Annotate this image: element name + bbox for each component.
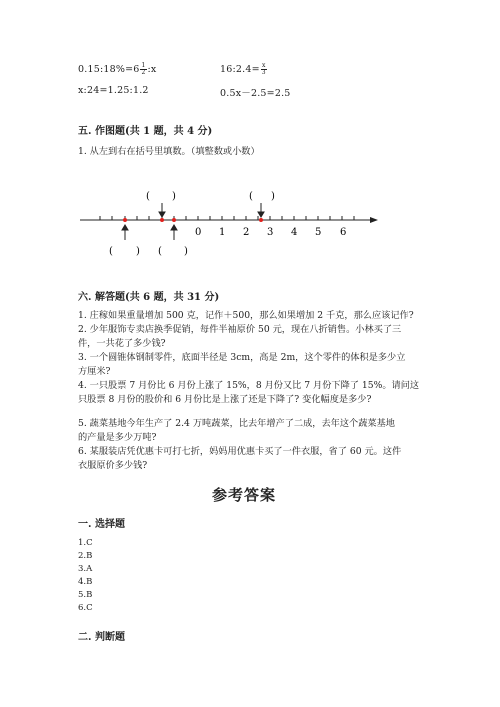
- judge-heading: 二. 判断题: [78, 632, 125, 643]
- red-point: [160, 218, 164, 222]
- bracket-top-2-left: (: [249, 191, 253, 202]
- section-6-line-10: 6. 某服装店凭优惠卡可打七折，妈妈用优惠卡买了一件衣服，省了 60 元。这件: [78, 446, 402, 457]
- bracket-bottom-2-right: ): [184, 246, 188, 257]
- section-6-line-11: 衣服原价多少钱?: [78, 460, 148, 471]
- tick-label-3: 3: [267, 227, 274, 238]
- section-6-line-5: 方厘米?: [78, 366, 111, 377]
- choice-answer-1: 1.C: [78, 538, 93, 548]
- tick-label-2: 2: [243, 227, 250, 238]
- bracket-bottom-1-right: ): [136, 246, 140, 257]
- choice-answer-2: 2.B: [78, 551, 93, 561]
- bracket-top-1-right: ): [172, 191, 176, 202]
- tick-label-6: 6: [340, 227, 347, 238]
- tick-label-0: 0: [195, 227, 202, 238]
- tick-label-5: 5: [315, 227, 322, 238]
- choice-answer-6: 6.C: [78, 603, 93, 613]
- equation-4: 0.5x－2.5=2.5: [220, 88, 291, 99]
- fraction-denominator: 2: [141, 69, 146, 76]
- answers-title: 参考答案: [212, 486, 277, 504]
- bracket-top-1-left: (: [146, 191, 150, 202]
- section-5-question: 1. 从左到右在括号里填数。（填整数或小数）: [78, 146, 260, 157]
- choice-answer-5: 5.B: [78, 590, 93, 600]
- tick-label-1: 1: [219, 227, 226, 238]
- section-6-line-3: 件，一共花了多少钱?: [78, 338, 166, 349]
- fraction-numerator: 1: [141, 62, 146, 69]
- red-point: [259, 218, 263, 222]
- section-6-line-2: 2. 少年服饰专卖店换季促销，每件半袖原价 50 元，现在八折销售。小林买了三: [78, 324, 402, 335]
- equation-1-prefix: 0.15:18%=6: [78, 64, 140, 75]
- choice-heading: 一. 选择题: [78, 519, 125, 530]
- equation-2-prefix: 16:2.4=: [220, 64, 260, 75]
- number-line-figure: [0, 0, 500, 300]
- choice-answer-4: 4.B: [78, 577, 93, 587]
- tick-label-4: 4: [291, 227, 298, 238]
- section-6-line-8: 5. 蔬菜基地今年生产了 2.4 万吨蔬菜，比去年增产了二成，去年这个蔬菜基地: [78, 418, 395, 429]
- bracket-bottom-2-left: (: [158, 246, 162, 257]
- section-5-heading: 五. 作图题(共 1 题，共 4 分): [78, 126, 213, 137]
- section-6-line-4: 3. 一个圆锥体钢制零件，底面半径是 3cm，高是 2m，这个零件的体积是多少立: [78, 352, 406, 363]
- axis-arrow-icon: [370, 217, 378, 223]
- section-6-line-1: 1. 庄稼如果重量增加 500 克，记作＋500，那么如果增加 2 千克，那么应该记作?: [78, 310, 414, 321]
- red-point: [123, 218, 127, 222]
- fraction-numerator: x: [261, 62, 266, 69]
- down-arrow-icon: [258, 203, 264, 217]
- bracket-top-2-right: ): [271, 191, 275, 202]
- section-6-heading: 六. 解答题(共 6 题，共 31 分): [78, 292, 220, 303]
- section-6-line-7: 只股票 8 月份的股价和 6 月份比是上涨了还是下降了? 变化幅度是多少?: [78, 394, 372, 405]
- section-6-line-6: 4. 一只股票 7 月份比 6 月份上涨了 15%，8 月份又比 7 月份下降了 15%。请问这: [78, 380, 420, 391]
- bracket-bottom-1-left: (: [109, 246, 113, 257]
- fraction-denominator: 3: [261, 69, 266, 76]
- down-arrow-icon: [159, 203, 165, 217]
- up-arrow-icon: [122, 225, 128, 240]
- equation-1-suffix: :x: [147, 64, 157, 75]
- section-6-line-9: 的产量是多少万吨?: [78, 432, 157, 443]
- tick-marks: [100, 216, 354, 220]
- equation-3: x:24=1.25:1.2: [78, 85, 149, 96]
- up-arrow-icon: [171, 225, 177, 240]
- red-point: [172, 218, 176, 222]
- choice-answer-3: 3.A: [78, 564, 93, 574]
